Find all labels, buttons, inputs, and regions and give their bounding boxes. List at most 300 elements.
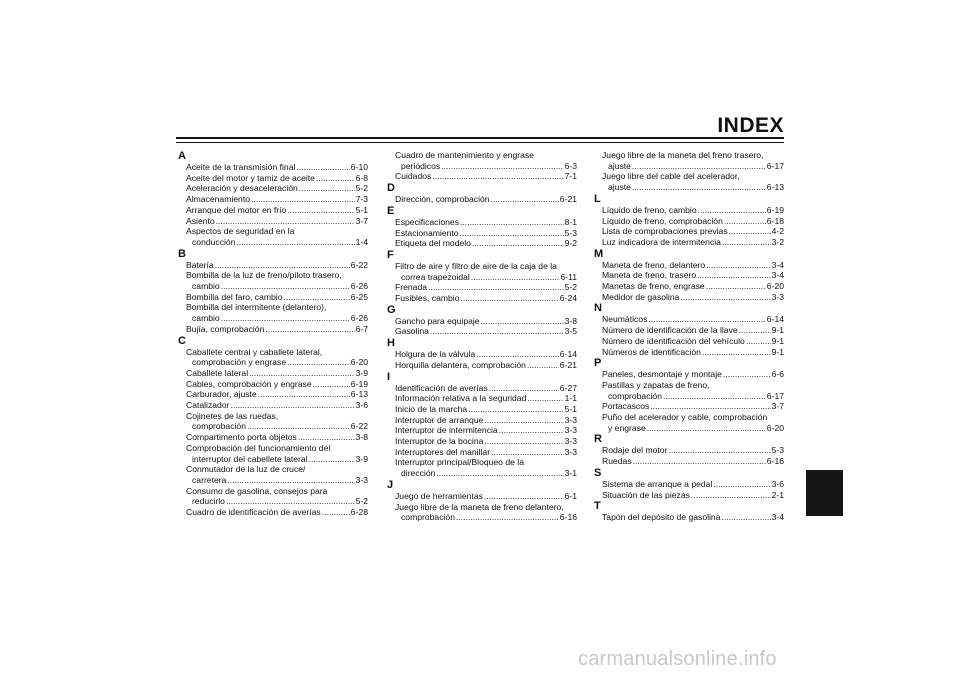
index-entry-page: 3-9 (355, 367, 368, 378)
index-entry (594, 479, 784, 490)
index-entry (178, 357, 368, 368)
index-entry-text: Consumo de gasolina, consejos para (186, 485, 328, 496)
index-entry-text: Neumáticos (602, 314, 648, 325)
index-entry-text: Identificación de averías (395, 382, 488, 393)
dot-leader (265, 324, 354, 335)
index-entry-text: carretera (192, 474, 227, 485)
index-entry-text: ajuste (608, 160, 631, 171)
index-entry-text: Portacascos (602, 401, 650, 412)
index-entry-text: Juego de herramientas (395, 490, 483, 501)
dot-leader (668, 445, 770, 456)
index-entry-text: Dirección, comprobación (395, 194, 490, 205)
index-entry (594, 281, 784, 292)
index-entry-page: 6-6 (771, 369, 784, 380)
index-entry-text: Maneta de freno, trasero (602, 270, 697, 281)
index-section-letter: A (178, 150, 186, 162)
index-entry-page: 7-1 (564, 171, 577, 182)
index-entry (594, 161, 784, 172)
index-entry-text: Cuadro de identificación de averías (186, 507, 321, 518)
dot-leader (499, 425, 564, 436)
index-entry-page: 6-24 (559, 293, 577, 304)
index-entry (178, 475, 368, 486)
watermark: carmanualsonline.info (578, 648, 777, 670)
index-entry (178, 292, 368, 303)
dot-leader (460, 228, 564, 239)
index-entry (178, 281, 368, 292)
index-entry (594, 292, 784, 303)
dot-leader (258, 389, 350, 400)
index-entry-text: cambio (192, 313, 220, 324)
index-entry-text: Ruedas (602, 456, 632, 467)
index-entry-text: Aceleración y desaceleración (186, 183, 298, 194)
index-section-letter: F (387, 248, 394, 261)
index-entry (178, 421, 368, 432)
index-entry-page: 6-18 (766, 215, 784, 226)
index-entry-page: 6-13 (350, 389, 368, 400)
dot-leader (313, 379, 350, 390)
index-entry-text: Situación de las piezas (602, 489, 690, 500)
dot-leader (632, 182, 766, 193)
index-entry-page: 3-8 (564, 315, 577, 326)
dot-leader (247, 421, 350, 432)
index-entry-text: Catalizador (186, 400, 230, 411)
dot-leader (472, 238, 564, 249)
index-entry-text: Juego libre de la maneta de freno delantero, (395, 501, 564, 512)
index-entry-text: Bombilla del faro, cambio (186, 291, 283, 302)
index-entry-page: 7-3 (355, 194, 368, 205)
index-entry-text: Fusibles, cambio (395, 293, 460, 304)
index-entry-page: 6-22 (350, 259, 368, 270)
index-entry-text: Aspectos de seguridad en la (186, 226, 295, 237)
dot-leader (298, 432, 355, 443)
index-entry-text: Carburador, ajuste (186, 389, 257, 400)
dot-leader (691, 490, 771, 501)
index-entry-page: 6-16 (559, 512, 577, 523)
index-entry-page: 3-8 (355, 432, 368, 443)
index-entry-text: Pastillas y zapatas de freno, (602, 379, 710, 390)
index-section-letter: S (594, 466, 602, 479)
index-entry-page: 1-4 (355, 236, 368, 247)
index-section-letter: G (387, 303, 396, 316)
index-entry-page: 6-14 (559, 349, 577, 360)
index-entry-page: 3-6 (771, 478, 784, 489)
index-entry-page: 5-2 (564, 282, 577, 293)
index-entry (387, 491, 577, 502)
index-entry-text: Asiento (186, 215, 215, 226)
dot-leader (441, 161, 563, 172)
dot-leader (648, 314, 765, 325)
index-entry-text: Horquilla delantera, comprobación (395, 359, 526, 370)
index-entry (387, 316, 577, 327)
index-entry (178, 432, 368, 443)
index-entry (594, 445, 784, 456)
index-entry (594, 314, 784, 325)
index-entry-text: Arranque del motor en frío (186, 204, 287, 215)
dot-leader (698, 205, 766, 216)
index-entry (178, 237, 368, 248)
index-entry-text: ajuste (608, 182, 631, 193)
index-entry-text: reducirlo (192, 496, 225, 507)
index-entry-text: Holgura de la válvula (395, 349, 476, 360)
index-entry-text: Bombilla de la luz de freno/piloto trasero, (186, 270, 342, 281)
index-entry-text: Estacionamiento (395, 227, 459, 238)
dot-leader (436, 468, 563, 479)
dot-leader (650, 401, 770, 412)
index-entry-text: Rodaje del motor (602, 445, 668, 456)
index-entry-text: periódicos (401, 160, 441, 171)
index-entry (594, 456, 784, 467)
index-entry-page: 5-2 (355, 183, 368, 194)
dot-leader (299, 183, 355, 194)
dot-leader (491, 447, 564, 458)
index-entry-text: Frenada (395, 282, 428, 293)
index-entry-page: 6-10 (350, 162, 368, 172)
index-entry-text: correa trapezoidal (401, 271, 470, 282)
index-entry-text: Medidor de gasolina (602, 291, 680, 302)
index-entry (387, 415, 577, 426)
index-entry-page: 6-27 (559, 382, 577, 393)
index-entry-text: Aceite de la transmisión final (186, 162, 296, 172)
index-entry-page: 9-1 (771, 335, 784, 346)
index-entry-page: 3-3 (564, 414, 577, 425)
index-entry (594, 260, 784, 271)
index-entry-page: 3-2 (771, 236, 784, 247)
dot-leader (484, 491, 564, 502)
index-entry-page: 6-7 (355, 323, 368, 334)
index-column-2 (387, 150, 577, 523)
dot-leader (702, 347, 771, 358)
index-entry-page: 3-6 (355, 400, 368, 411)
index-entry (387, 404, 577, 415)
index-entry-page: 6-26 (350, 281, 368, 292)
dot-leader (706, 260, 770, 271)
index-section-letter: R (594, 433, 602, 446)
index-entry-page: 6-13 (766, 182, 784, 193)
index-entry-page: 6-22 (350, 421, 368, 432)
index-entry (387, 447, 577, 458)
index-entry-text: Manetas de freno, engrase (602, 281, 705, 292)
index-entry-text: comprobación (401, 512, 455, 523)
index-entry-text: Líquido de freno, comprobación (602, 215, 723, 226)
index-entry-page: 6-1 (564, 490, 577, 501)
index-entry-page: 5-3 (564, 227, 577, 238)
index-entry-text: Comprobación del funcionamiento del (186, 442, 331, 453)
dot-leader (430, 326, 564, 337)
index-section-letter: I (387, 370, 391, 383)
index-entry-page: 6-20 (350, 357, 368, 368)
index-entry-text: Juego libre del cable del acelerador, (602, 171, 740, 182)
dot-leader (697, 270, 770, 281)
index-section-letter: M (594, 247, 604, 260)
index-entry-text: Números de identificación (602, 346, 701, 357)
index-entry (387, 436, 577, 447)
index-entry-page: 3-9 (355, 453, 368, 464)
index-entry-text: Sistema de arranque a pedal (602, 478, 713, 489)
index-entry-page: 3-1 (564, 468, 577, 479)
index-entry-text: Filtro de aire y filtro de aire de la caja de la (395, 260, 557, 271)
dot-leader (722, 512, 771, 523)
index-entry (387, 272, 577, 283)
index-entry (178, 507, 368, 518)
index-entry (178, 173, 368, 184)
index-entry-page: 6-17 (766, 390, 784, 401)
index-entry-page: 3-3 (564, 436, 577, 447)
index-entry (387, 349, 577, 360)
index-entry (594, 391, 784, 402)
index-entry-text: comprobación (192, 421, 246, 432)
index-section-letter: B (178, 247, 186, 260)
index-entry (387, 293, 577, 304)
index-entry-page: 6-20 (766, 422, 784, 433)
dot-leader (316, 173, 355, 184)
index-entry (387, 383, 577, 394)
dot-leader (287, 205, 354, 216)
index-entry-page: 5-1 (564, 403, 577, 414)
dot-leader (284, 292, 350, 303)
index-entry-text: Conmutador de la luz de cruce/ (186, 464, 306, 475)
index-entry-page: 3-3 (564, 446, 577, 457)
index-entry-text: Gancho para equipaje (395, 315, 480, 326)
dot-leader (309, 454, 355, 465)
dot-leader (723, 369, 771, 380)
index-entry-text: Batería (186, 259, 214, 270)
index-entry-text: Interruptor principal/Bloqueo de la (395, 457, 524, 468)
index-entry-text: Juego libre de la maneta del freno trasero, (602, 150, 764, 160)
index-section-letter: P (594, 357, 602, 370)
index-entry-text: Especificaciones (395, 216, 460, 227)
index-entry (178, 324, 368, 335)
index-entry (178, 400, 368, 411)
index-entry-page: 3-4 (771, 512, 784, 523)
index-entry-text: Bujía, comprobación (186, 323, 265, 334)
dot-leader (460, 293, 558, 304)
index-entry (387, 393, 577, 404)
index-entry (387, 326, 577, 337)
index-entry-text: Aceite del motor y tamiz de aceite (186, 172, 315, 183)
index-entry (594, 336, 784, 347)
index-entry-text: y engrase (608, 422, 646, 433)
index-entry (178, 368, 368, 379)
index-entry (387, 282, 577, 293)
index-entry-page: 9-1 (771, 325, 784, 336)
index-entry-page: 3-4 (771, 259, 784, 270)
dot-leader (428, 282, 564, 293)
index-entry-text: Número de identificación de la llave (602, 325, 738, 336)
dot-leader (632, 161, 766, 172)
index-entry (594, 347, 784, 358)
index-entry-text: Cables, comprobación y engrase (186, 378, 312, 389)
dot-leader (680, 292, 770, 303)
index-entry-text: Cojinetes de las ruedas, (186, 410, 279, 421)
index-entry-text: Compartimento porta objetos (186, 432, 297, 443)
index-entry (387, 194, 577, 205)
index-entry-page: 6-25 (350, 291, 368, 302)
section-tab (806, 470, 843, 516)
index-entry-text: Bombilla del intermitente (delantero), (186, 302, 327, 313)
index-entry-text: Caballete central y caballete lateral, (186, 346, 323, 357)
index-entry (178, 194, 368, 205)
index-entry (387, 171, 577, 182)
dot-leader (460, 217, 564, 228)
index-entry (387, 228, 577, 239)
index-entry (178, 162, 368, 173)
index-entry-page: 3-3 (355, 474, 368, 485)
index-entry (387, 217, 577, 228)
index-entry-page: 3-3 (771, 291, 784, 302)
dot-leader (527, 360, 559, 371)
index-entry-page: 6-11 (560, 271, 577, 282)
dot-leader (527, 393, 563, 404)
dot-leader (484, 415, 563, 426)
index-entry (594, 205, 784, 216)
index-section-letter: C (178, 334, 186, 347)
index-entry (178, 379, 368, 390)
index-entry (178, 454, 368, 465)
dot-leader (456, 512, 559, 523)
index-entry-text: Inicio de la marcha (395, 403, 468, 414)
index-entry-text: Cuidados (395, 171, 432, 182)
index-entry (387, 512, 577, 523)
header-rule-thick (176, 137, 784, 139)
index-entry (594, 325, 784, 336)
dot-leader (249, 368, 354, 379)
index-entry-text: Paneles, desmontaje y montaje (602, 369, 722, 380)
dot-leader (322, 507, 350, 518)
index-section-letter: J (387, 478, 394, 491)
index-entry (594, 182, 784, 193)
index-entry-page: 6-3 (564, 160, 577, 171)
index-entry-text: Luz indicadora de intermitencia (602, 236, 721, 247)
index-entry-page: 6-16 (766, 456, 784, 467)
dot-leader (471, 272, 560, 283)
index-entry-page: 6-8 (355, 172, 368, 183)
index-entry-page: 6-21 (559, 194, 577, 205)
index-entry-text: Información relativa a la seguridad (395, 393, 527, 404)
dot-leader (489, 383, 559, 394)
dot-leader (722, 237, 771, 248)
index-entry-text: comprobación y engrase (192, 357, 287, 368)
index-entry (178, 216, 368, 227)
dot-leader (729, 226, 771, 237)
dot-leader (216, 216, 355, 227)
index-entry-page: 5-3 (771, 445, 784, 456)
dot-leader (287, 357, 350, 368)
index-entry-page: 5-1 (355, 204, 368, 215)
dot-leader (746, 336, 771, 347)
index-entry-page: 6-19 (766, 204, 784, 215)
index-entry (387, 360, 577, 371)
index-entry-page: 6-28 (350, 507, 368, 518)
index-entry (594, 401, 784, 412)
index-section-letter: D (387, 182, 395, 195)
index-entry-page: 8-1 (564, 216, 577, 227)
dot-leader (713, 479, 770, 490)
index-entry (178, 496, 368, 507)
index-entry (594, 423, 784, 434)
index-entry-text: Número de identificación del vehículo (602, 335, 745, 346)
index-entry-page: 9-2 (564, 238, 577, 249)
index-entry-text: Interruptor de arranque (395, 414, 484, 425)
index-section-letter: N (594, 302, 602, 315)
index-entry-text: cambio (192, 281, 220, 292)
index-entry-text: Líquido de freno, cambio (602, 204, 697, 215)
index-entry-text: Interruptores del manillar (395, 446, 491, 457)
index-entry (594, 490, 784, 501)
dot-leader (481, 316, 564, 327)
index-entry-text: Caballete lateral (186, 367, 249, 378)
index-entry-page: 2-1 (771, 489, 784, 500)
dot-leader (633, 456, 766, 467)
index-entry-page: 3-7 (771, 401, 784, 412)
dot-leader (227, 475, 354, 486)
index-entry-text: comprobación (608, 390, 662, 401)
index-entry (594, 512, 784, 523)
page-title: INDEX (717, 114, 784, 137)
dot-leader (663, 391, 766, 402)
index-entry (594, 237, 784, 248)
index-entry-page: 1-1 (564, 393, 577, 404)
index-section-letter: T (594, 500, 601, 513)
index-entry (178, 205, 368, 216)
dot-leader (491, 194, 559, 205)
dot-leader (432, 171, 563, 182)
index-entry-page: 3-4 (771, 270, 784, 281)
dot-leader (230, 400, 354, 411)
index-entry-text: Etiqueta del modelo (395, 238, 471, 249)
index-entry-page: 6-17 (766, 160, 784, 171)
header-rule-thin (176, 142, 784, 143)
index-entry-text: Gasolina (395, 326, 429, 337)
dot-leader (724, 216, 766, 227)
dot-leader (296, 162, 349, 173)
index-column-3 (594, 150, 784, 523)
index-column-1 (178, 150, 368, 518)
index-entry-text: Cuadro de mantenimiento y engrase (395, 150, 535, 160)
index-entry-text: Almacenamiento (186, 194, 251, 205)
index-entry-page: 5-2 (355, 496, 368, 507)
index-entry-text: dirección (401, 468, 436, 479)
index-entry (594, 226, 784, 237)
index-entry (387, 238, 577, 249)
index-entry-text: Puño del acelerador y cable, comprobación (602, 412, 768, 423)
index-entry (387, 468, 577, 479)
index-entry-page: 6-26 (350, 313, 368, 324)
index-entry (594, 216, 784, 227)
index-entry-text: Maneta de freno, delantero (602, 259, 706, 270)
index-entry-page: 6-20 (766, 281, 784, 292)
index-entry-page: 3-3 (564, 425, 577, 436)
dot-leader (468, 404, 563, 415)
dot-leader (484, 436, 563, 447)
index-section-letter: L (594, 192, 601, 205)
dot-leader (251, 194, 355, 205)
index-entry-page: 6-14 (766, 314, 784, 325)
index-entry-text: Lista de comprobaciones previas (602, 226, 728, 237)
index-entry-text: conducción (192, 236, 236, 247)
index-entry (178, 183, 368, 194)
index-entry-page: 3-5 (564, 326, 577, 337)
dot-leader (647, 423, 766, 434)
index-entry (594, 369, 784, 380)
dot-leader (739, 325, 771, 336)
dot-leader (236, 237, 354, 248)
index-entry (594, 270, 784, 281)
index-entry-page: 3-7 (355, 215, 368, 226)
index-entry (387, 161, 577, 172)
dot-leader (226, 496, 355, 507)
index-entry (178, 260, 368, 271)
dot-leader (221, 281, 350, 292)
